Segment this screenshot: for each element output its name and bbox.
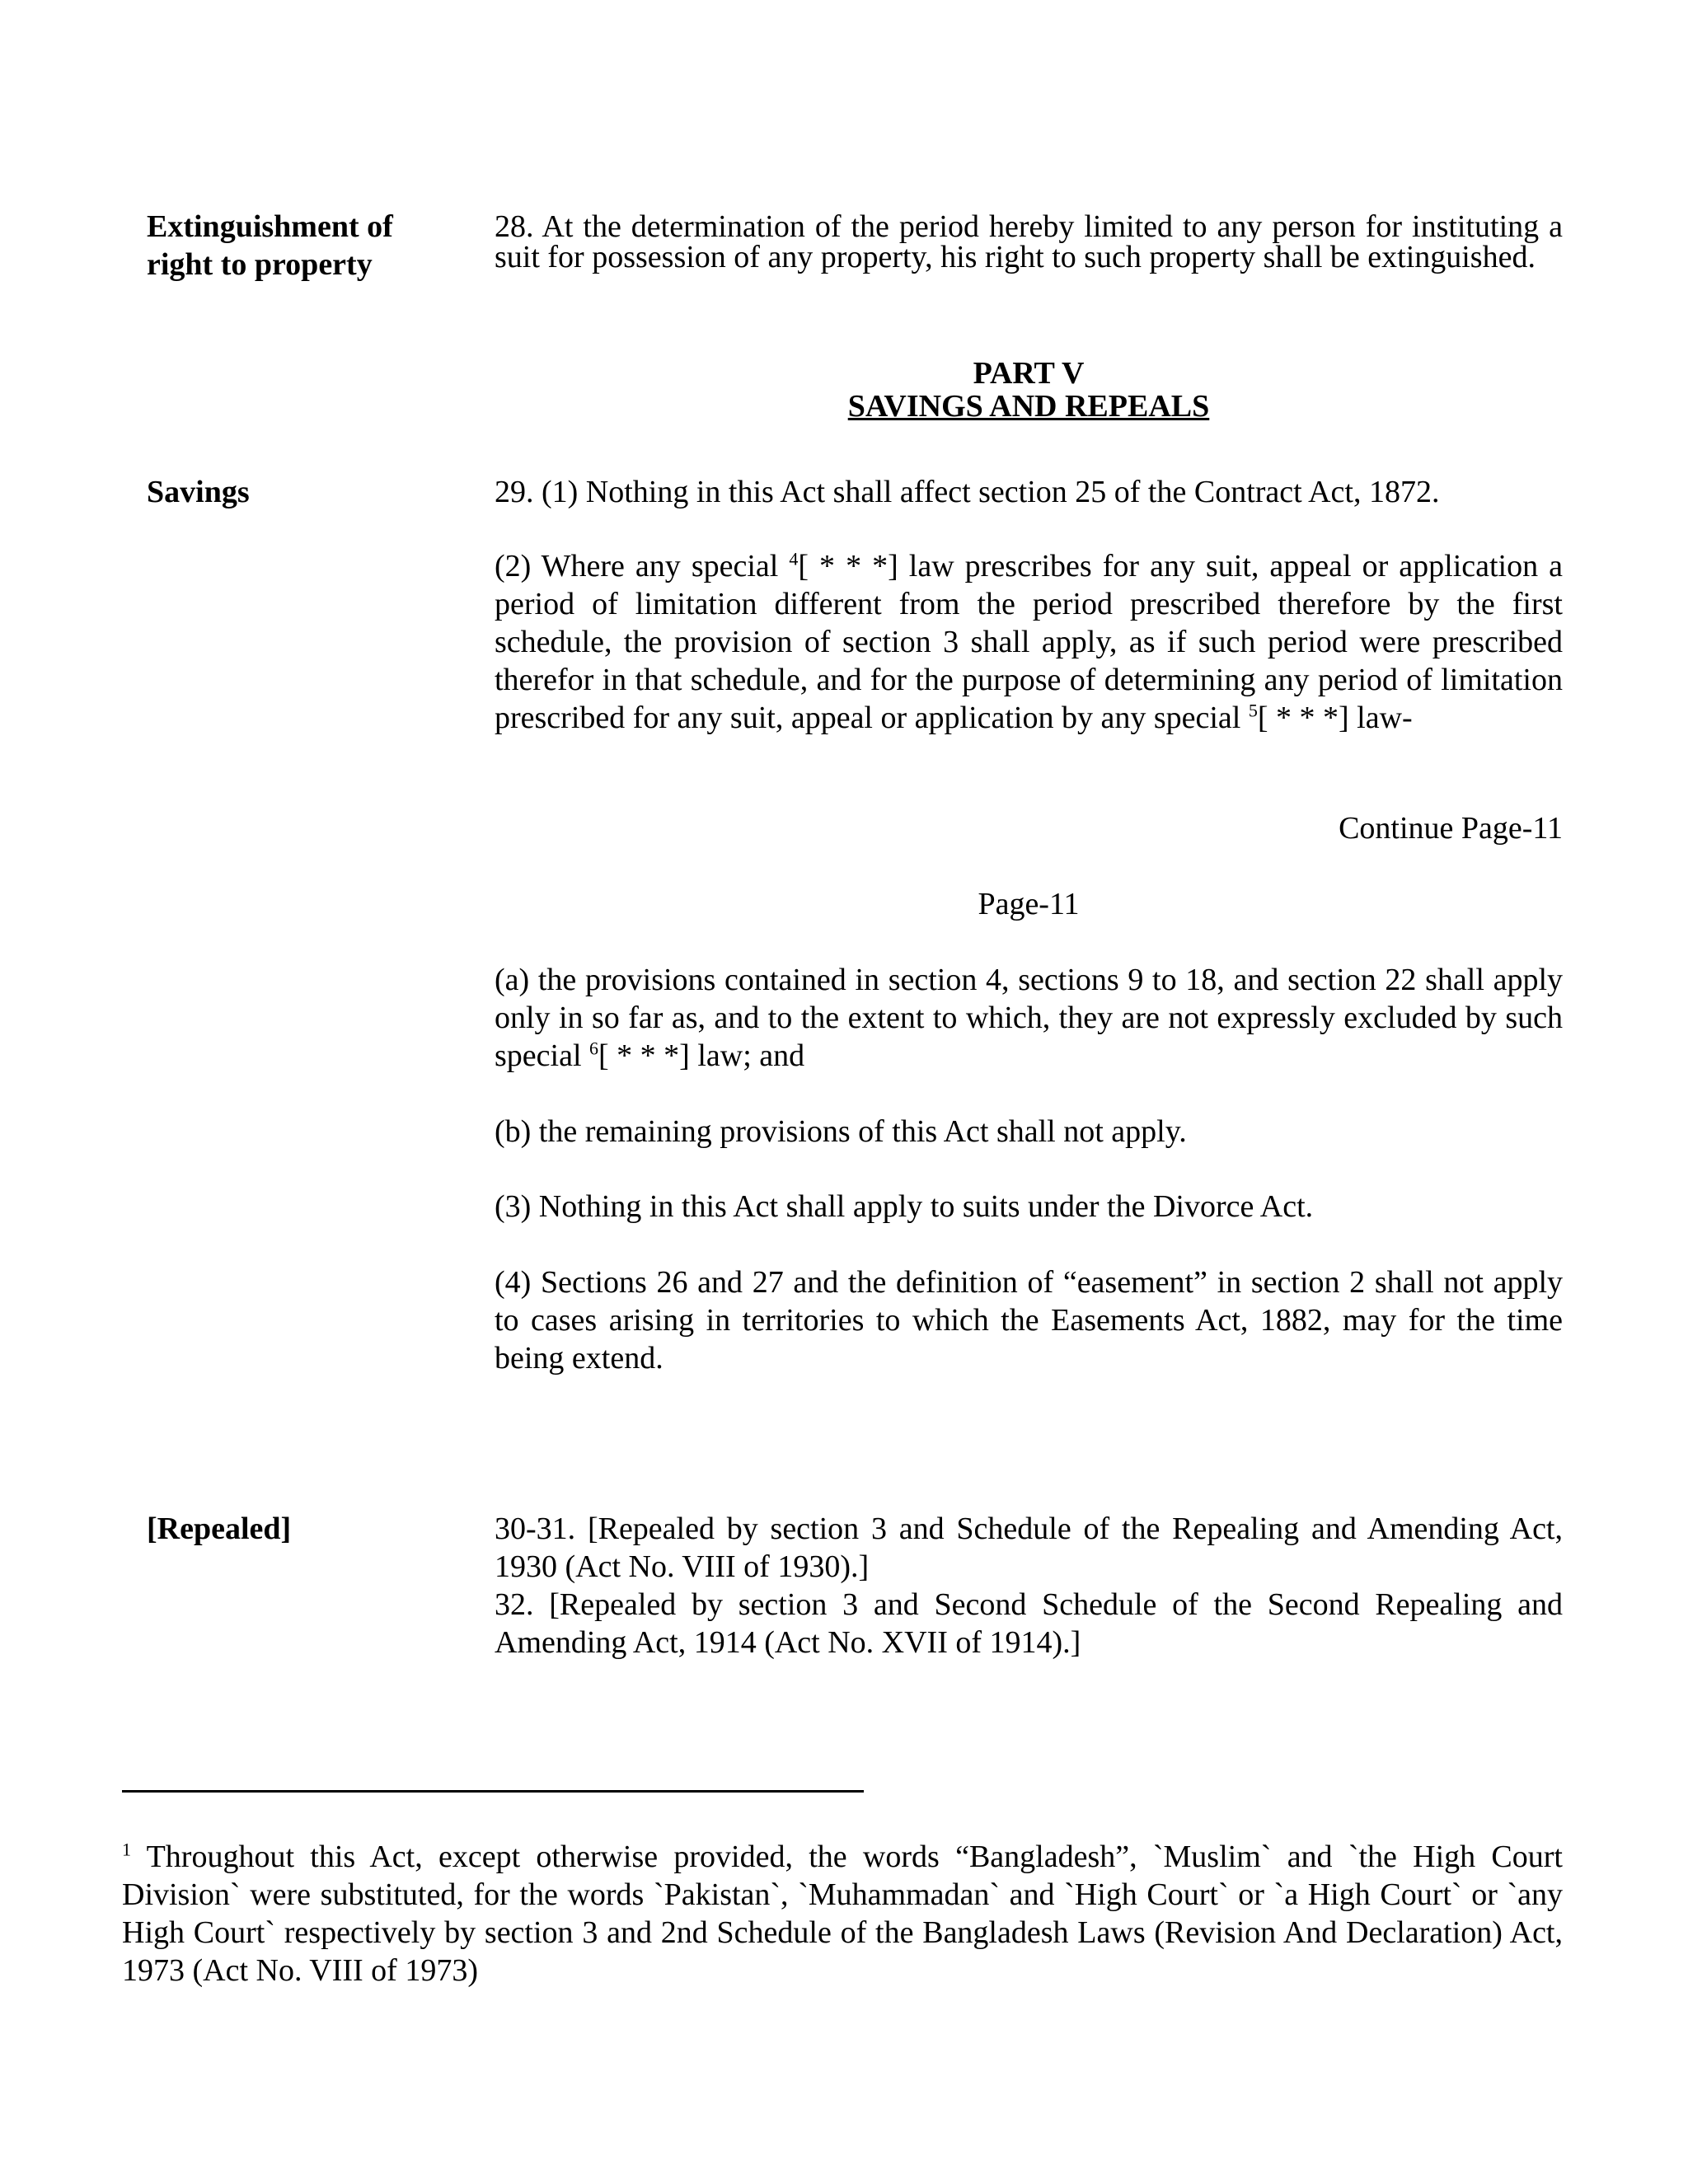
subsection-2-part-c: [ * * *] law-	[1257, 701, 1413, 735]
section-29-subsection-1: 29. (1) Nothing in this Act shall affect section 25 of the Contract Act, 1872.	[495, 475, 1440, 509]
sections-30-31: 30-31. [Repealed by section 3 and Schedule of the Repealing and Amending Act, 1930 (Act No. VIII of 1930).]	[495, 1511, 1563, 1584]
footnote-ref-5[interactable]: 5	[1248, 700, 1258, 721]
part-title-text: SAVINGS AND REPEALS	[847, 389, 1210, 424]
footnote-ref-6[interactable]: 6	[589, 1038, 599, 1059]
section-32: 32. [Repealed by section 3 and Second Schedule of the Second Repealing and Amending Act, 1914 (Act No. XVII of 1914).]	[495, 1587, 1563, 1660]
footnote-1	[122, 1838, 1563, 1990]
part-title	[495, 387, 1563, 425]
part-number: PART V	[973, 356, 1085, 391]
continue-page-note: Continue Page-11	[1339, 811, 1563, 846]
subsection-2-part-a: (2) Where any special	[495, 549, 790, 583]
margin-note-savings: Savings	[147, 475, 250, 509]
footnote-marker: 1	[122, 1839, 131, 1860]
section-28-text: 28. At the determination of the period hereby limited to any person for instituting a suit for possession of any property, his right to such property shall be extinguished.	[495, 209, 1563, 274]
page-marker: Page-11	[978, 887, 1080, 921]
footnote-text: Throughout this Act, except otherwise provided, the words “Bangladesh”, `Muslim` and `the High Court Division` were substituted, for the words `Pakistan`, `Muhammadan` and `High Court` or `a High Court` or `any High Court` respectively by section 3 and 2nd Schedule of the Bangladesh Laws (Revision And Declaration) Act, 1973 (Act No. VIII of 1973)	[122, 1840, 1563, 1988]
section-29-subsection-2	[495, 547, 1563, 737]
subsection-2-part-b: [ * * *] law prescribes for any suit, appeal or application a period of limitation different from the period prescribed therefore by the first schedule, the provision of section 3 shall apply, as if such period were prescribed therefor in that schedule, and for the purpose of determining any period of limitation prescribed for any suit, appeal or application by any special	[495, 549, 1563, 735]
section-29-subsection-4: (4) Sections 26 and 27 and the definition of “easement” in section 2 shall not apply to cases arising in territories to which the Easements Act, 1882, may for the time being extend.	[495, 1265, 1563, 1376]
clause-b: (b) the remaining provisions of this Act shall not apply.	[495, 1114, 1187, 1149]
margin-note-extinguishment: Extinguishment of right to property	[147, 209, 393, 282]
footnote-ref-4[interactable]: 4	[789, 548, 799, 569]
margin-note-repealed: [Repealed]	[147, 1511, 292, 1546]
section-29-subsection-3: (3) Nothing in this Act shall apply to suits under the Divorce Act.	[495, 1189, 1314, 1224]
clause-a-part-a: (a) the provisions contained in section 4, sections 9 to 18, and section 22 shall apply only in so far as, and to the extent to which, they are not expressly excluded by such special	[495, 963, 1563, 1073]
footnote-separator	[122, 1790, 864, 1793]
clause-a	[495, 961, 1563, 1075]
clause-a-part-b: [ * * *] law; and	[598, 1038, 805, 1073]
